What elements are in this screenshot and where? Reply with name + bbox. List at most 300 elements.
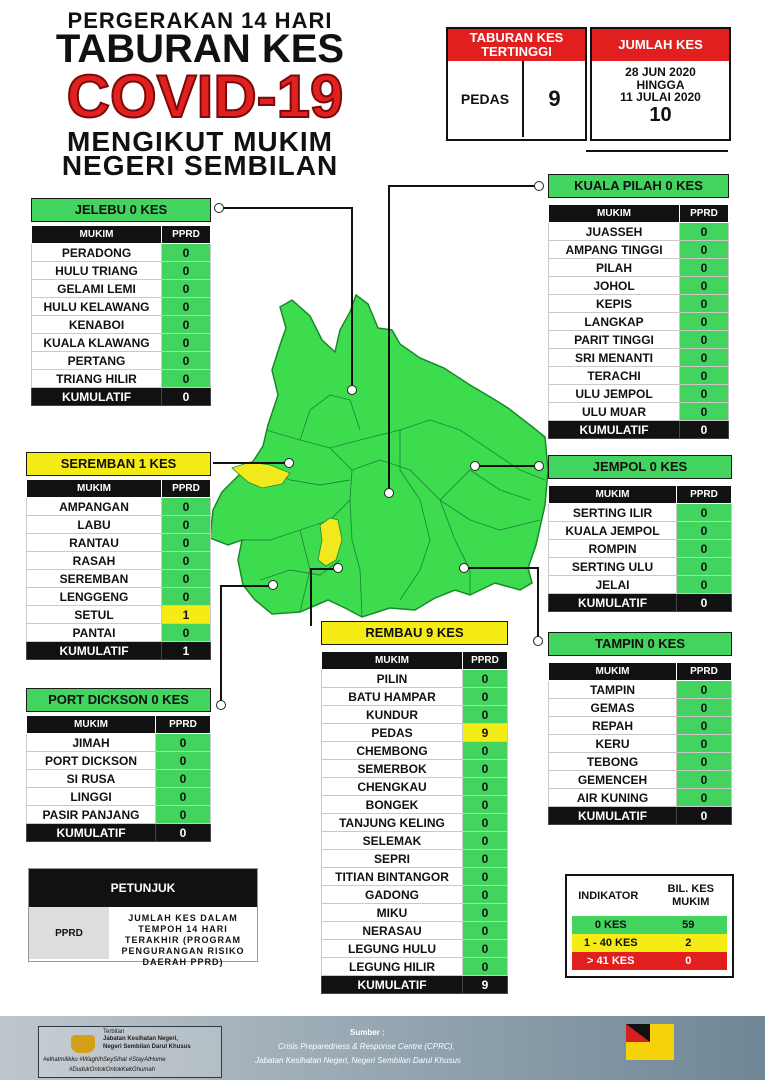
- mukim-row: [27, 752, 211, 770]
- mukim-case-count: 0: [680, 223, 729, 241]
- mukim-case-count: 0: [156, 752, 211, 770]
- mukim-name: LINGGI: [27, 788, 156, 806]
- mukim-row: [27, 516, 211, 534]
- mukim-row: [322, 796, 508, 814]
- kumulatif-value: 0: [680, 421, 729, 439]
- state-flag-icon: [626, 1024, 674, 1060]
- mukim-case-count: 0: [463, 904, 508, 922]
- mukim-row: [27, 498, 211, 516]
- mukim-case-count: 0: [677, 753, 732, 771]
- leader-tampin-h: [463, 567, 538, 569]
- col-pprd: PPRD: [156, 716, 211, 734]
- mukim-row: [322, 706, 508, 724]
- mukim-name: GEMAS: [549, 699, 677, 717]
- org-box: [38, 1026, 222, 1078]
- mukim-name: MIKU: [322, 904, 463, 922]
- mukim-case-count: 0: [463, 886, 508, 904]
- legend-header: PETUNJUK: [29, 869, 257, 907]
- mukim-row: [549, 403, 729, 421]
- mukim-row: [549, 717, 732, 735]
- mukim-case-count: 0: [162, 280, 211, 298]
- mukim-row: [322, 670, 508, 688]
- leader-jelebu-h: [220, 207, 352, 209]
- mukim-row: [27, 806, 211, 824]
- mukim-name: KUALA JEMPOL: [549, 522, 677, 540]
- dot-pd-end: [216, 700, 226, 710]
- mukim-case-count: 0: [463, 706, 508, 724]
- mukim-name: AIR KUNING: [549, 789, 677, 807]
- mukim-case-count: 0: [463, 742, 508, 760]
- mukim-name: GEMENCEH: [549, 771, 677, 789]
- col-mukim: MUKIM: [549, 486, 677, 504]
- mukim-name: PERADONG: [32, 244, 162, 262]
- mukim-name: AMPANG TINGGI: [549, 241, 680, 259]
- mukim-name: SI RUSA: [27, 770, 156, 788]
- indicator-value: 0: [685, 955, 692, 967]
- mukim-case-count: 0: [463, 688, 508, 706]
- mukim-case-count: 0: [680, 349, 729, 367]
- mukim-row: [32, 352, 211, 370]
- rows: [549, 223, 729, 439]
- mukim-case-count: 0: [162, 624, 211, 642]
- dot-pilah-end: [534, 181, 544, 191]
- kumulatif-row: [549, 807, 732, 825]
- mukim-case-count: 0: [680, 313, 729, 331]
- mukim-name: PANTAI: [27, 624, 162, 642]
- panel-jempol: [548, 455, 732, 612]
- mukim-row: [32, 334, 211, 352]
- mukim-case-count: 0: [680, 403, 729, 421]
- mukim-row: [27, 570, 211, 588]
- kumulatif-value: 1: [162, 642, 211, 660]
- total-case-header: JUMLAH KES: [592, 29, 729, 61]
- org-top: Terbitan: [103, 1029, 125, 1035]
- mukim-name: GELAMI LEMI: [32, 280, 162, 298]
- indicator-label: 0 KES: [594, 919, 627, 931]
- leader-pd-h: [220, 585, 272, 587]
- mukim-case-count: 0: [162, 352, 211, 370]
- panel-title: SEREMBAN 1 KES: [26, 452, 211, 476]
- leader-tampin-v: [537, 567, 539, 639]
- mukim-row: [27, 534, 211, 552]
- date-to: 11 JULAI 2020: [620, 90, 701, 104]
- org-line-2: Negeri Sembilan Darul Khusus: [103, 1044, 191, 1050]
- mukim-name: LABU: [27, 516, 162, 534]
- panel-title: KUALA PILAH 0 KES: [548, 174, 729, 198]
- kumulatif-row: [27, 642, 211, 660]
- kumulatif-label: KUMULATIF: [27, 824, 156, 842]
- mukim-name: SRI MENANTI: [549, 349, 680, 367]
- dot-pilah-map: [384, 488, 394, 498]
- leader-pilah-v: [388, 185, 390, 493]
- mukim-row: [549, 681, 732, 699]
- mukim-case-count: 0: [677, 735, 732, 753]
- crest-icon: [71, 1035, 95, 1053]
- mukim-name: SEREMBAN: [27, 570, 162, 588]
- rows: [549, 504, 732, 612]
- highest-case-header: TABURAN KES TERTINGGI: [448, 29, 585, 61]
- mukim-name: AMPANGAN: [27, 498, 162, 516]
- title-line-3: COVID-19: [66, 63, 344, 130]
- dot-rembau-map: [333, 563, 343, 573]
- mukim-row: [32, 298, 211, 316]
- mukim-case-count: 0: [680, 295, 729, 313]
- mukim-case-count: 0: [162, 298, 211, 316]
- mukim-row: [27, 552, 211, 570]
- panel-title: TAMPIN 0 KES: [548, 632, 732, 656]
- mukim-case-count: 0: [680, 331, 729, 349]
- mukim-case-count: 0: [677, 576, 732, 594]
- highest-case-value: 9: [548, 86, 561, 111]
- mukim-name: JELAI: [549, 576, 677, 594]
- mukim-case-count: 0: [156, 770, 211, 788]
- mukim-name: LEGUNG HILIR: [322, 958, 463, 976]
- kumulatif-value: 0: [677, 594, 732, 612]
- indicator-label: 1 - 40 KES: [583, 937, 638, 949]
- rows: [27, 734, 211, 842]
- mukim-name: PERTANG: [32, 352, 162, 370]
- mukim-row: [322, 688, 508, 706]
- mukim-case-count: 0: [162, 570, 211, 588]
- mukim-case-count: 0: [677, 540, 732, 558]
- col-pprd: PPRD: [463, 652, 508, 670]
- title-line-1: PERGERAKAN 14 HARI: [67, 8, 333, 33]
- mukim-case-count: 1: [162, 606, 211, 624]
- mukim-name: PARIT TINGGI: [549, 331, 680, 349]
- mukim-name: CHENGKAU: [322, 778, 463, 796]
- indicator-count-header: BIL. KES MUKIM: [667, 883, 714, 908]
- col-mukim: MUKIM: [549, 205, 680, 223]
- mukim-row: [549, 771, 732, 789]
- mukim-name: LANGKAP: [549, 313, 680, 331]
- mukim-case-count: 0: [463, 670, 508, 688]
- mukim-case-count: 0: [463, 760, 508, 778]
- mukim-case-count: 0: [680, 241, 729, 259]
- mukim-name: TAMPIN: [549, 681, 677, 699]
- mukim-row: [549, 367, 729, 385]
- col-mukim: MUKIM: [549, 663, 677, 681]
- legend-desc: JUMLAH KES DALAM TEMPOH 14 HARI TERAKHIR (PROGRAM PENGURANGAN RISIKO DAERAH PPRD): [121, 913, 245, 967]
- mukim-row: [32, 316, 211, 334]
- mukim-name: JOHOL: [549, 277, 680, 295]
- mukim-case-count: 0: [463, 922, 508, 940]
- legend-box: [28, 868, 258, 967]
- dot-seremban-map: [284, 458, 294, 468]
- leader-seremban-h: [213, 462, 288, 464]
- dot-jelebu-map: [347, 385, 357, 395]
- dot-jelebu-end: [214, 203, 224, 213]
- mukim-case-count: 0: [677, 681, 732, 699]
- panel-port-dickson: [26, 688, 211, 842]
- mukim-row: [27, 734, 211, 752]
- hashtags-2: #DudukOntokOntokKekGhumah: [69, 1067, 156, 1073]
- panel-jelebu: [31, 198, 211, 406]
- dot-tampin-map: [459, 563, 469, 573]
- mukim-case-count: 9: [463, 724, 508, 742]
- mukim-row: [322, 922, 508, 940]
- mukim-case-count: 0: [677, 717, 732, 735]
- mukim-name: REPAH: [549, 717, 677, 735]
- mukim-name: RASAH: [27, 552, 162, 570]
- indicator-box: [565, 874, 734, 978]
- kumulatif-value: 0: [162, 388, 211, 406]
- title-line-2: TABURAN KES: [55, 27, 345, 71]
- mukim-case-count: 0: [463, 778, 508, 796]
- indicator-label: > 41 KES: [587, 955, 635, 967]
- mukim-name: TRIANG HILIR: [32, 370, 162, 388]
- col-mukim: MUKIM: [27, 716, 156, 734]
- mukim-case-count: 0: [156, 806, 211, 824]
- mukim-name: HULU TRIANG: [32, 262, 162, 280]
- mukim-name: BONGEK: [322, 796, 463, 814]
- kumulatif-row: [322, 976, 508, 994]
- col-mukim: MUKIM: [27, 480, 162, 498]
- col-pprd: PPRD: [680, 205, 729, 223]
- mukim-row: [322, 724, 508, 742]
- mukim-name: LEGUNG HULU: [322, 940, 463, 958]
- kumulatif-row: [549, 594, 732, 612]
- mukim-name: KENABOI: [32, 316, 162, 334]
- mukim-row: [549, 753, 732, 771]
- mukim-row: [549, 504, 732, 522]
- mukim-name: TANJUNG KELING: [322, 814, 463, 832]
- mukim-case-count: 0: [463, 814, 508, 832]
- col-mukim: MUKIM: [32, 226, 162, 244]
- mukim-name: TERACHI: [549, 367, 680, 385]
- title-line-5: NEGERI SEMBILAN: [61, 150, 339, 181]
- leader-jempol-h: [475, 465, 540, 467]
- mukim-name: TEBONG: [549, 753, 677, 771]
- title-line-4: MENGIKUT MUKIM: [67, 126, 333, 157]
- dot-jempol-map: [470, 461, 480, 471]
- mukim-name: TITIAN BINTANGOR: [322, 868, 463, 886]
- mukim-row: [549, 313, 729, 331]
- mukim-row: [549, 789, 732, 807]
- mukim-row: [32, 244, 211, 262]
- mukim-case-count: 0: [162, 316, 211, 334]
- source-label: Sumber :: [350, 1028, 385, 1037]
- col-mukim: MUKIM: [322, 652, 463, 670]
- rows: [27, 498, 211, 660]
- mukim-case-count: 0: [463, 868, 508, 886]
- panel-tampin: [548, 632, 732, 825]
- indicator-value: 59: [682, 919, 695, 931]
- mukim-row: [322, 868, 508, 886]
- source-line-2: Jabatan Kesihatan Negeri, Negeri Sembilan Darul Khusus: [255, 1056, 461, 1065]
- panel-rembau: [321, 621, 508, 994]
- kumulatif-value: 0: [156, 824, 211, 842]
- panel-title: JELEBU 0 KES: [31, 198, 211, 222]
- kumulatif-row: [549, 421, 729, 439]
- footer: [0, 1016, 765, 1080]
- mukim-row: [549, 241, 729, 259]
- kumulatif-label: KUMULATIF: [549, 594, 677, 612]
- mukim-row: [322, 850, 508, 868]
- mukim-name: HULU KELAWANG: [32, 298, 162, 316]
- mukim-row: [549, 277, 729, 295]
- mukim-row: [322, 940, 508, 958]
- mukim-row: [322, 760, 508, 778]
- indicator-header: INDIKATOR: [578, 890, 639, 902]
- org-line-1: Jabatan Kesihatan Negeri,: [103, 1036, 179, 1042]
- mukim-name: PILAH: [549, 259, 680, 277]
- mukim-row: [32, 280, 211, 298]
- mukim-name: RANTAU: [27, 534, 162, 552]
- mukim-row: [322, 958, 508, 976]
- mukim-row: [549, 540, 732, 558]
- mukim-row: [27, 588, 211, 606]
- mukim-row: [322, 814, 508, 832]
- leader-pd-v: [220, 585, 222, 705]
- mukim-row: [549, 349, 729, 367]
- kumulatif-row: [27, 824, 211, 842]
- mukim-name: PILIN: [322, 670, 463, 688]
- mukim-case-count: 0: [677, 558, 732, 576]
- mukim-row: [549, 522, 732, 540]
- panel-seremban: [26, 452, 211, 660]
- mukim-row: [549, 576, 732, 594]
- mukim-row: [27, 770, 211, 788]
- mukim-case-count: 0: [680, 385, 729, 403]
- panel-title: REMBAU 9 KES: [321, 621, 508, 645]
- leader-jelebu-v: [351, 207, 353, 390]
- kumulatif-label: KUMULATIF: [322, 976, 463, 994]
- mukim-name: ULU MUAR: [549, 403, 680, 421]
- panel-kuala-pilah: [548, 174, 729, 439]
- mukim-row: [549, 295, 729, 313]
- legend-key: PPRD: [29, 907, 109, 959]
- total-case-value: 10: [649, 104, 672, 126]
- mukim-case-count: 0: [677, 699, 732, 717]
- mukim-name: JIMAH: [27, 734, 156, 752]
- kumulatif-value: 0: [677, 807, 732, 825]
- date-from: 28 JUN 2020: [625, 65, 696, 79]
- mukim-case-count: 0: [156, 788, 211, 806]
- mukim-case-count: 0: [162, 534, 211, 552]
- col-pprd: PPRD: [677, 663, 732, 681]
- col-pprd: PPRD: [162, 226, 211, 244]
- mukim-case-count: 0: [162, 552, 211, 570]
- mukim-name: SELEMAK: [322, 832, 463, 850]
- mukim-row: [549, 385, 729, 403]
- mukim-case-count: 0: [162, 588, 211, 606]
- mukim-case-count: 0: [463, 940, 508, 958]
- mukim-row: [322, 832, 508, 850]
- mukim-case-count: 0: [677, 789, 732, 807]
- mukim-name: SERTING ILIR: [549, 504, 677, 522]
- mukim-name: KUALA KLAWANG: [32, 334, 162, 352]
- mukim-row: [27, 606, 211, 624]
- kumulatif-label: KUMULATIF: [32, 388, 162, 406]
- mukim-row: [27, 624, 211, 642]
- mukim-name: PASIR PANJANG: [27, 806, 156, 824]
- dot-tampin-end: [533, 636, 543, 646]
- mukim-name: CHEMBONG: [322, 742, 463, 760]
- mukim-name: SEPRI: [322, 850, 463, 868]
- mukim-case-count: 0: [162, 498, 211, 516]
- mukim-name: KEPIS: [549, 295, 680, 313]
- indicator-row: [572, 916, 727, 934]
- mukim-case-count: 0: [680, 277, 729, 295]
- mukim-row: [32, 370, 211, 388]
- rows: [32, 244, 211, 406]
- mukim-row: [549, 558, 732, 576]
- mukim-row: [322, 904, 508, 922]
- indicator-row: [572, 952, 727, 970]
- dot-jempol-end: [534, 461, 544, 471]
- mukim-row: [322, 886, 508, 904]
- mukim-name: GADONG: [322, 886, 463, 904]
- kumulatif-label: KUMULATIF: [549, 421, 680, 439]
- mukim-row: [549, 699, 732, 717]
- mukim-name: PEDAS: [322, 724, 463, 742]
- mukim-case-count: 0: [463, 832, 508, 850]
- mukim-row: [322, 778, 508, 796]
- kumulatif-label: KUMULATIF: [27, 642, 162, 660]
- mukim-case-count: 0: [162, 334, 211, 352]
- mukim-case-count: 0: [680, 367, 729, 385]
- mukim-name: SEMERBOK: [322, 760, 463, 778]
- kumulatif-label: KUMULATIF: [549, 807, 677, 825]
- mukim-case-count: 0: [162, 370, 211, 388]
- highest-case-place: PEDAS: [448, 61, 524, 137]
- mukim-case-count: 0: [463, 850, 508, 868]
- rows: [549, 681, 732, 825]
- mukim-row: [549, 331, 729, 349]
- mukim-name: SERTING ULU: [549, 558, 677, 576]
- mukim-name: KUNDUR: [322, 706, 463, 724]
- mukim-row: [549, 735, 732, 753]
- mukim-case-count: 0: [162, 244, 211, 262]
- mukim-name: JUASSEH: [549, 223, 680, 241]
- leader-rembau-v: [310, 568, 312, 626]
- mukim-row: [549, 259, 729, 277]
- mukim-name: BATU HAMPAR: [322, 688, 463, 706]
- mukim-row: [549, 223, 729, 241]
- panel-title: JEMPOL 0 KES: [548, 455, 732, 479]
- mukim-name: NERASAU: [322, 922, 463, 940]
- mukim-name: ROMPIN: [549, 540, 677, 558]
- mukim-case-count: 0: [156, 734, 211, 752]
- mukim-case-count: 0: [463, 796, 508, 814]
- mukim-case-count: 0: [162, 262, 211, 280]
- mukim-row: [322, 742, 508, 760]
- indicator-row: [572, 934, 727, 952]
- mukim-name: KERU: [549, 735, 677, 753]
- panel-title: PORT DICKSON 0 KES: [26, 688, 211, 712]
- mukim-case-count: 0: [680, 259, 729, 277]
- mukim-row: [32, 262, 211, 280]
- mukim-name: LENGGENG: [27, 588, 162, 606]
- date-separator: HINGGA: [636, 78, 685, 92]
- indicator-value: 2: [685, 937, 692, 949]
- col-pprd: PPRD: [162, 480, 211, 498]
- mukim-name: PORT DICKSON: [27, 752, 156, 770]
- mukim-case-count: 0: [677, 771, 732, 789]
- kumulatif-value: 9: [463, 976, 508, 994]
- mukim-row: [27, 788, 211, 806]
- leader-pilah-h: [388, 185, 538, 187]
- rows: [322, 670, 508, 994]
- hashtags-1: #elhatmilikku #WaghihSeySihat #StayAtHome: [43, 1057, 166, 1063]
- col-pprd: PPRD: [677, 486, 732, 504]
- mukim-case-count: 0: [162, 516, 211, 534]
- dot-pd-map: [268, 580, 278, 590]
- mukim-name: ULU JEMPOL: [549, 385, 680, 403]
- mukim-case-count: 0: [463, 958, 508, 976]
- source-line-1: Crisis Preparedness & Response Centre (CPRC),: [278, 1042, 455, 1051]
- mukim-case-count: 0: [677, 504, 732, 522]
